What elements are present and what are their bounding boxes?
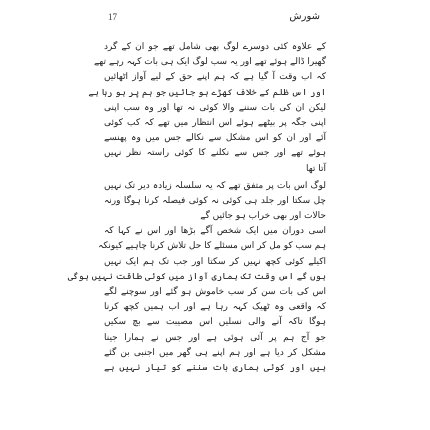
text-line: اکیلے کوئی کچھ نہیں کر سکتا اور جب تک ہم ایک نہیں bbox=[104, 256, 326, 267]
text-line: چل سکتا اور جلد ہی کوئی نہ کوئی فیصلہ کرنا ہوگا ورنہ bbox=[104, 195, 326, 206]
text-line: ہوئے تھے اور جس سے نکلنے کا کوئی راستہ نظر نہیں bbox=[104, 148, 326, 159]
text-line: اس کی بات سن کر سب خاموش ہو گئے اور سوچنے لگے bbox=[104, 287, 326, 297]
text-line: ہم سب کو مل کر اس مسئلے کا حل تلاش کرنا چاہیے کیونکہ bbox=[98, 241, 326, 252]
text-line: لوگ اس بات پر متفق تھے کہ یہ سلسلہ زیادہ دیر تک نہیں bbox=[104, 180, 326, 191]
text-line: کہ اب وقت آ گیا ہے کہ ہم اپنے حق کے لیے آواز اٹھائیں bbox=[104, 72, 326, 83]
text-line: اسی دوران میں ایک شخص آگے بڑھا اور اس نے کہا کہ bbox=[104, 226, 326, 237]
text-line: آئے اور ان کو اس مشکل سے نکالے جس میں وہ پھنسے bbox=[104, 133, 326, 144]
page-number: 17 bbox=[108, 12, 117, 22]
text-line: ہیں اور کوئی ہماری بات سننے کو تیار نہیں ہے bbox=[104, 362, 326, 373]
text-line: مشکل کر دیا ہے اور ہم اپنے ہی گھر میں اجنبی بن گئے bbox=[104, 347, 326, 358]
text-line: کے علاوہ کئی دوسرے لوگ بھی شامل تھے جو ان کے گرد bbox=[104, 42, 326, 52]
text-line: گھیرا ڈالے ہوئے تھے اور یہ سب لوگ ایک ہی بات کہہ رہے تھے bbox=[94, 57, 326, 68]
body-text bbox=[67, 40, 326, 376]
text-line: حالات اور بھی خراب ہو جائیں گے bbox=[200, 211, 326, 222]
text-line: ہوگا تاکہ آنے والی نسلیں اس مصیبت سے بچ سکیں bbox=[104, 317, 326, 328]
text-line: اور اس ظلم کے خلاف کھڑے ہو جائیں جو ہم پر ہو رہا ہے bbox=[88, 87, 326, 98]
text-line: اپنی جگہ پر بیٹھے ہوئے اس انتظار میں تھے کہ کب کوئی bbox=[104, 117, 326, 128]
running-head: شورش bbox=[289, 11, 320, 22]
text-line: لیکن ان کی بات سننے والا کوئی نہ تھا اور وہ سب اپنی bbox=[104, 102, 326, 113]
text-line: جو آج ہم پر آئی ہوئی ہے اور جس نے ہمارا جینا bbox=[104, 332, 326, 343]
text-line: آتا تھا bbox=[305, 163, 326, 174]
text-line: کہ واقعی وہ ٹھیک کہہ رہا ہے اور اب ہمیں کچھ کرنا bbox=[104, 302, 326, 313]
text-line: ہوں گے اس وقت تک ہماری آواز میں کوئی طاقت نہیں ہوگی bbox=[67, 271, 326, 282]
